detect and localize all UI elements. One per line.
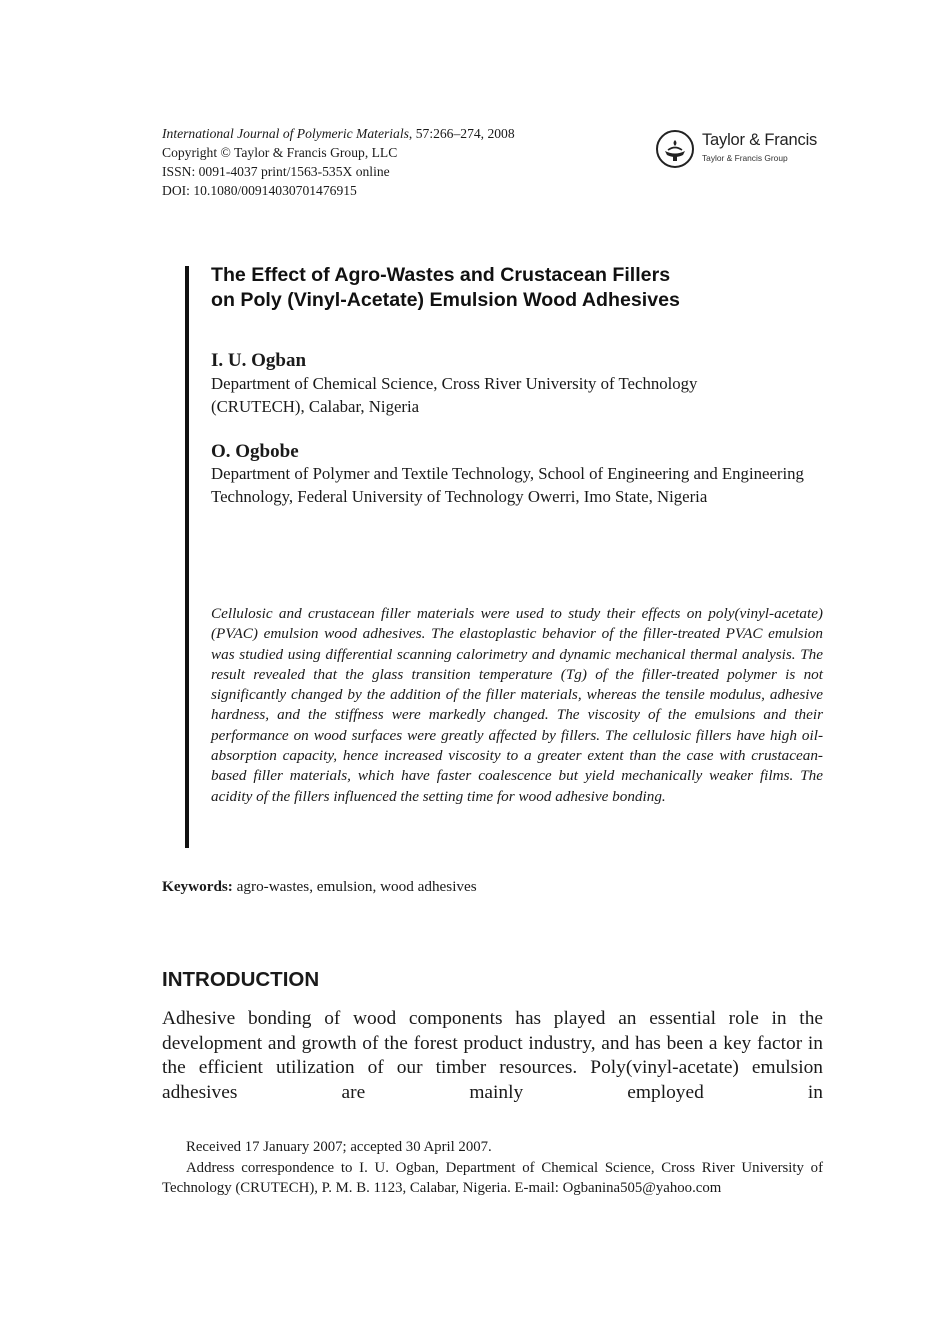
publisher-group: Taylor & Francis Group [702,153,788,163]
abstract: Cellulosic and crustacean filler materials were used to study their effects on poly(vinyl-acetate) (PVAC) emulsion wood adhesives. The elastoplastic behavior of the filler-treated PVAC emulsion was studied using differential scanning calorimetry and dynamic mechanical thermal analysis. The result revealed that the glass transition temperature (Tg) of the filler-treated polymer is not significantly changed by the addition of the filler materials, whereas the tensile modulus, adhesive hardness, and the stiffness were markedly changed. The viscosity of the emulsions and their performance on wood surfaces were greatly affected by fillers. The cellulosic fillers have high oil-absorption capacity, hence increased viscosity to a greater extent than the case with crustacean-based filler materials, which have faster coalescence but yield mechanically weaker films. The acidity of the fillers influenced the setting time for wood adhesive bonding. [211,605,823,805]
article-title-line-2: on Poly (Vinyl-Acetate) Emulsion Wood Adhesives [211,289,680,311]
journal-name: International Journal of Polymeric Materials [162,126,409,141]
footnote-address: Address correspondence to I. U. Ogban, Department of Chemical Science, Cross River University of Technology (CRUTECH), P. M. B. 1123, Calabar, Nigeria. E-mail: Ogbanina505@yahoo.com [162,1159,823,1196]
journal-copyright: Copyright © Taylor & Francis Group, LLC [162,145,398,160]
author-affiliation: Department of Polymer and Textile Technology, School of Engineering and Engineering Technology, Federal University of Technology Owerri, Imo State, Nigeria [211,464,804,506]
publisher-lamp-icon [655,129,695,169]
introduction-paragraph: Adhesive bonding of wood components has played an essential role in the development and growth of the forest product industry, and has been a key factor in the efficient utilization of our timber resources. Poly(vinyl-acetate) emulsion adhesives are mainly employed in [162,1008,823,1103]
journal-info [162,124,515,200]
journal-citation [162,124,515,143]
article-title-line-1: The Effect of Agro-Wastes and Crustacean Fillers [211,264,671,286]
author-name: I. U. Ogban [211,350,307,371]
keywords [162,877,477,897]
keywords-label: Keywords: [162,878,233,895]
publisher-name: Taylor & Francis [702,131,818,149]
author-name: O. Ogbobe [211,441,299,462]
keywords-value: agro-wastes, emulsion, wood adhesives [236,878,477,895]
section-heading-introduction: INTRODUCTION [162,968,320,991]
publisher-logo [655,129,835,173]
journal-volume-pages: , 57:266–274, 2008 [408,126,515,141]
author-affiliation: Department of Chemical Science, Cross River University of Technology (CRUTECH), Calabar, Nigeria [211,374,698,416]
article-title [211,263,831,313]
footnote-received: Received 17 January 2007; accepted 30 April 2007. [186,1139,492,1155]
footnote [162,1137,823,1199]
journal-doi: DOI: 10.1080/00914030701476915 [162,183,357,198]
left-margin-rule [185,266,189,848]
journal-issn: ISSN: 0091-4037 print/1563-535X online [162,164,390,179]
